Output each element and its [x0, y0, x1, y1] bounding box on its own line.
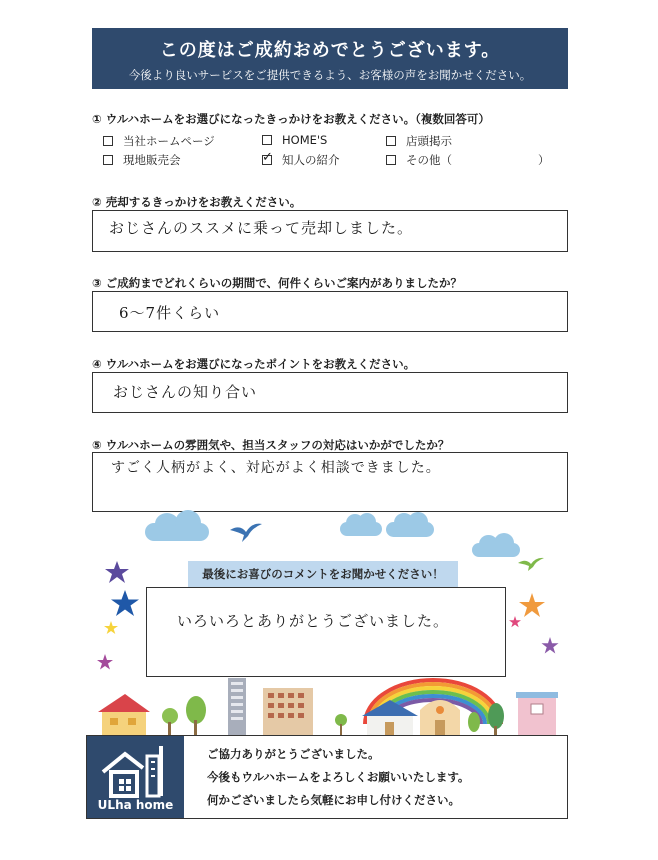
star-icon: [104, 560, 130, 584]
checkbox-onsite-sale[interactable]: [103, 155, 113, 165]
bird-icon: [516, 555, 546, 573]
footer-line-2: 今後もウルハホームをよろしくお願いいたします。: [207, 770, 470, 784]
town-illustration: [90, 676, 570, 736]
cloud-icon: [145, 523, 209, 541]
answer-2-box[interactable]: [92, 210, 568, 252]
question-4-label: ④ ウルハホームをお選びになったポイントをお教えください。: [92, 357, 416, 371]
star-icon: [541, 637, 559, 654]
checkbox-other[interactable]: [386, 155, 396, 165]
footer-line-3: 何かございましたら気軽にお申し付けください。: [207, 793, 460, 807]
checkbox-homepage[interactable]: [103, 136, 113, 146]
question-3-label: ③ ご成約までどれくらいの期間で、何件くらいご案内がありましたか？: [92, 276, 463, 290]
option-other[interactable]: [386, 152, 452, 168]
option-other-label: その他（: [406, 153, 452, 167]
answer-5-text: すごく人柄がよく、対応がよく相談できました。: [111, 460, 441, 476]
answer-4-text: おじさんの知り合い: [113, 383, 258, 401]
star-icon: [518, 592, 546, 618]
option-homepage-label: 当社ホームページ: [123, 134, 215, 148]
star-icon: [509, 616, 521, 628]
house-logo-icon: [97, 742, 175, 798]
question-2-label: ② 売却するきっかけをお教えください。: [92, 195, 302, 209]
star-icon: [110, 589, 140, 617]
option-homepage[interactable]: [103, 133, 215, 149]
star-icon: [104, 621, 118, 635]
header-banner: [92, 28, 568, 89]
checkbox-homes[interactable]: [262, 135, 272, 145]
option-other-paren-close: ）: [538, 153, 550, 167]
footer: [86, 735, 568, 819]
option-onsite-sale-label: 現地販売会: [123, 153, 181, 167]
ulha-home-logo: [87, 736, 184, 818]
bird-icon: [228, 520, 264, 544]
comment-title: 最後にお喜びのコメントをお聞かせください！: [188, 561, 458, 587]
star-icon: [97, 654, 113, 670]
page-title: この度はご成約おめでとうございます。: [159, 40, 501, 61]
option-homes[interactable]: [262, 133, 327, 147]
comment-text: いろいろとありがとうございました。: [177, 612, 450, 630]
comment-box[interactable]: [146, 587, 506, 677]
question-1-label: ① ウルハホームをお選びになったきっかけをお教えください。（複数回答可）: [92, 112, 490, 126]
option-store-display[interactable]: [386, 133, 452, 149]
answer-3-text: 6〜7件くらい: [119, 304, 221, 322]
option-homes-label: HOME'S: [282, 133, 328, 147]
answer-3-box[interactable]: [92, 291, 568, 332]
question-5-label: ⑤ ウルハホームの雰囲気や、担当スタッフの対応はいかがでしたか？: [92, 438, 450, 452]
option-referral-label: 知人の紹介: [282, 153, 340, 167]
answer-5-box[interactable]: [92, 452, 568, 512]
cloud-icon: [472, 543, 520, 557]
option-onsite-sale[interactable]: [103, 152, 181, 168]
answer-2-text: おじさんのススメに乗って売却しました。: [109, 219, 414, 237]
checkbox-store-display[interactable]: [386, 136, 396, 146]
option-store-display-label: 店頭掲示: [406, 134, 452, 148]
footer-line-1: ご協力ありがとうございました。: [207, 747, 380, 761]
checkbox-referral-checked[interactable]: [262, 155, 272, 165]
option-referral[interactable]: [262, 152, 340, 168]
answer-4-box[interactable]: [92, 372, 568, 413]
cloud-icon: [340, 522, 382, 536]
page-subtitle: 今後より良いサービスをご提供できるよう、お客様の声をお聞かせください。: [128, 68, 532, 82]
cloud-icon: [386, 522, 434, 537]
logo-text: ULha home: [97, 798, 174, 812]
